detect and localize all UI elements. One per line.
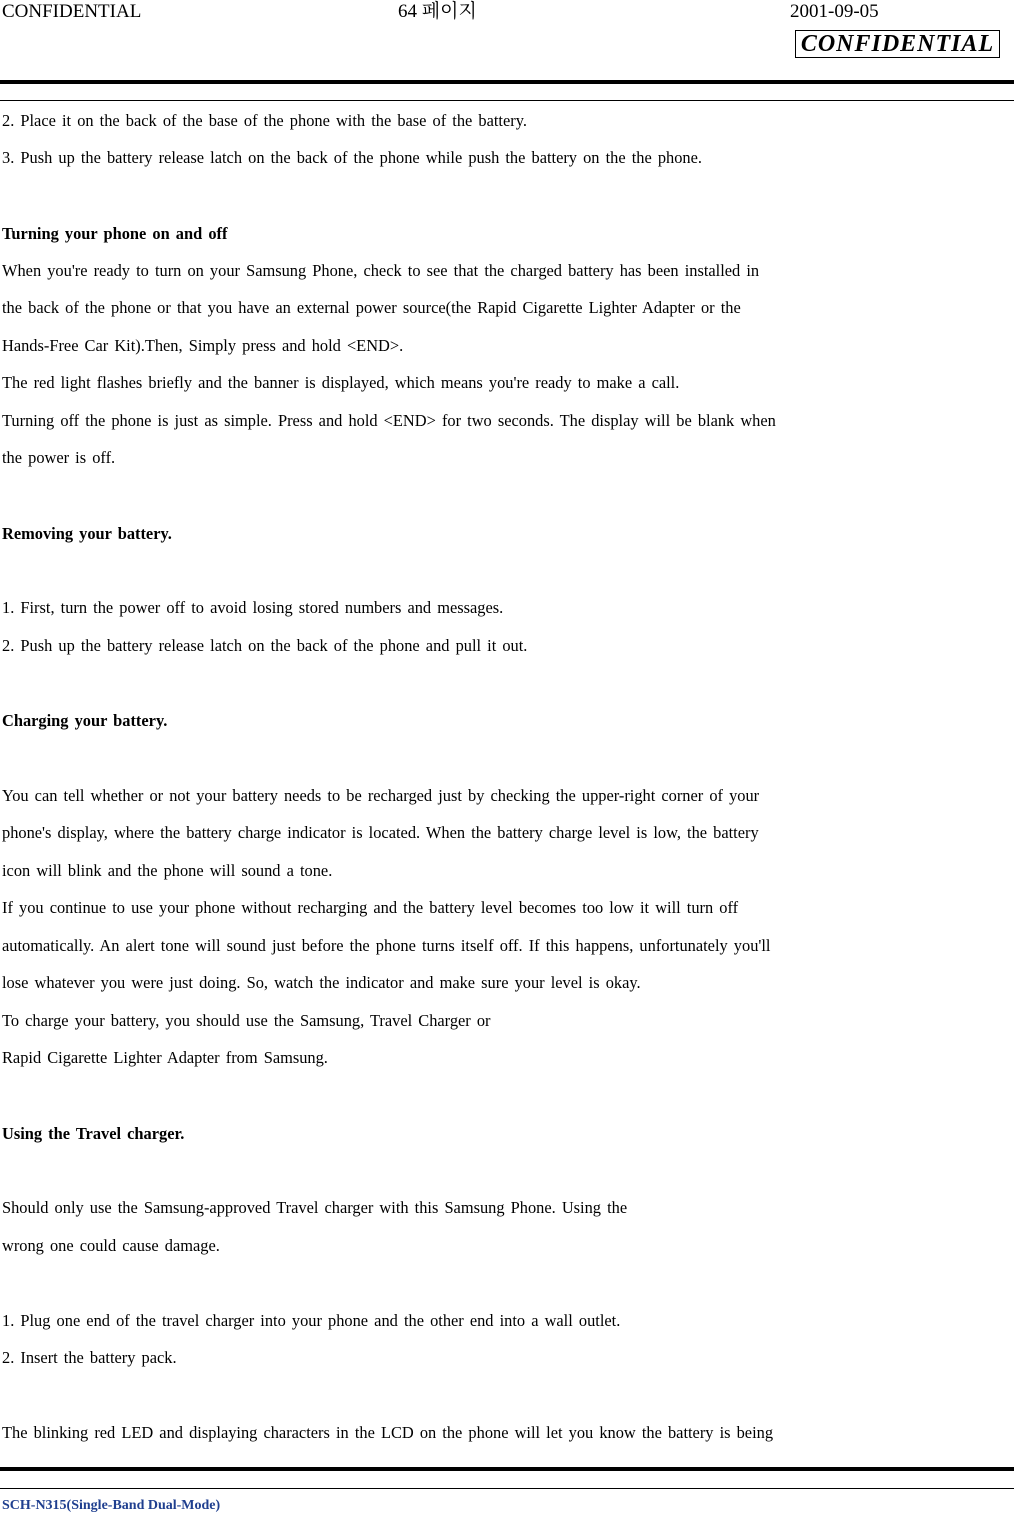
body-line: You can tell whether or not your battery needs to be recharged just by checking the upper-right corner of your [2, 786, 760, 805]
body-line: 1. First, turn the power off to avoid losing stored numbers and messages. [2, 598, 504, 617]
section-heading-turning-on-off: Turning your phone on and off [2, 224, 228, 243]
header-rule-thick [0, 80, 1014, 84]
body-line: 2. Push up the battery release latch on the back of the phone and pull it out. [2, 636, 528, 655]
footer-model-name: SCH-N315(Single-Band Dual-Mode) [2, 1498, 221, 1513]
body-line: automatically. An alert tone will sound just before the phone turns itself off. If this happens, unfortunately you'll [2, 936, 771, 955]
body-line: icon will blink and the phone will sound a tone. [2, 861, 333, 880]
body-line: phone's display, where the battery charge indicator is located. When the battery charge level is low, the battery [2, 823, 759, 842]
footer-rule-thin [0, 1488, 1014, 1489]
body-line: Hands-Free Car Kit).Then, Simply press and hold <END>. [2, 336, 404, 355]
body-line: lose whatever you were just doing. So, watch the indicator and make sure your level is okay. [2, 973, 641, 992]
section-heading-using-travel-charger: Using the Travel charger. [2, 1124, 185, 1143]
body-line: Rapid Cigarette Lighter Adapter from Samsung. [2, 1048, 328, 1067]
header-rule-thin [0, 100, 1014, 101]
header-confidential-label: CONFIDENTIAL [2, 1, 142, 22]
body-line: 2. Place it on the back of the base of the phone with the base of the battery. [2, 111, 527, 130]
body-line: Should only use the Samsung-approved Travel charger with this Samsung Phone. Using the [2, 1198, 628, 1217]
body-line: If you continue to use your phone without recharging and the battery level becomes too low it will turn off [2, 898, 739, 917]
body-line: the power is off. [2, 448, 116, 467]
body-line: 3. Push up the battery release latch on the back of the phone while push the battery on the the phone. [2, 148, 702, 167]
body-line: wrong one could cause damage. [2, 1236, 220, 1255]
body-line: To charge your battery, you should use the Samsung, Travel Charger or [2, 1011, 491, 1030]
body-line: 2. Insert the battery pack. [2, 1348, 177, 1367]
footer-rule-thick [0, 1467, 1014, 1471]
body-line: The red light flashes briefly and the banner is displayed, which means you're ready to make a call. [2, 373, 680, 392]
body-line: When you're ready to turn on your Samsung Phone, check to see that the charged battery has been installed in [2, 261, 760, 280]
header-date: 2001-09-05 [790, 1, 879, 22]
confidential-stamp: CONFIDENTIAL [795, 30, 1000, 58]
body-line: The blinking red LED and displaying characters in the LCD on the phone will let you know the battery is being [2, 1423, 774, 1442]
section-heading-removing-battery: Removing your battery. [2, 524, 172, 543]
section-heading-charging-battery: Charging your battery. [2, 711, 168, 730]
body-line: the back of the phone or that you have an external power source(the Rapid Cigarette Lighter Adapter or the [2, 298, 741, 317]
body-line: Turning off the phone is just as simple. Press and hold <END> for two seconds. The display will be blank when [2, 411, 776, 430]
header-page-number: 64 페이지 [398, 1, 477, 22]
body-line: 1. Plug one end of the travel charger into your phone and the other end into a wall outlet. [2, 1311, 621, 1330]
